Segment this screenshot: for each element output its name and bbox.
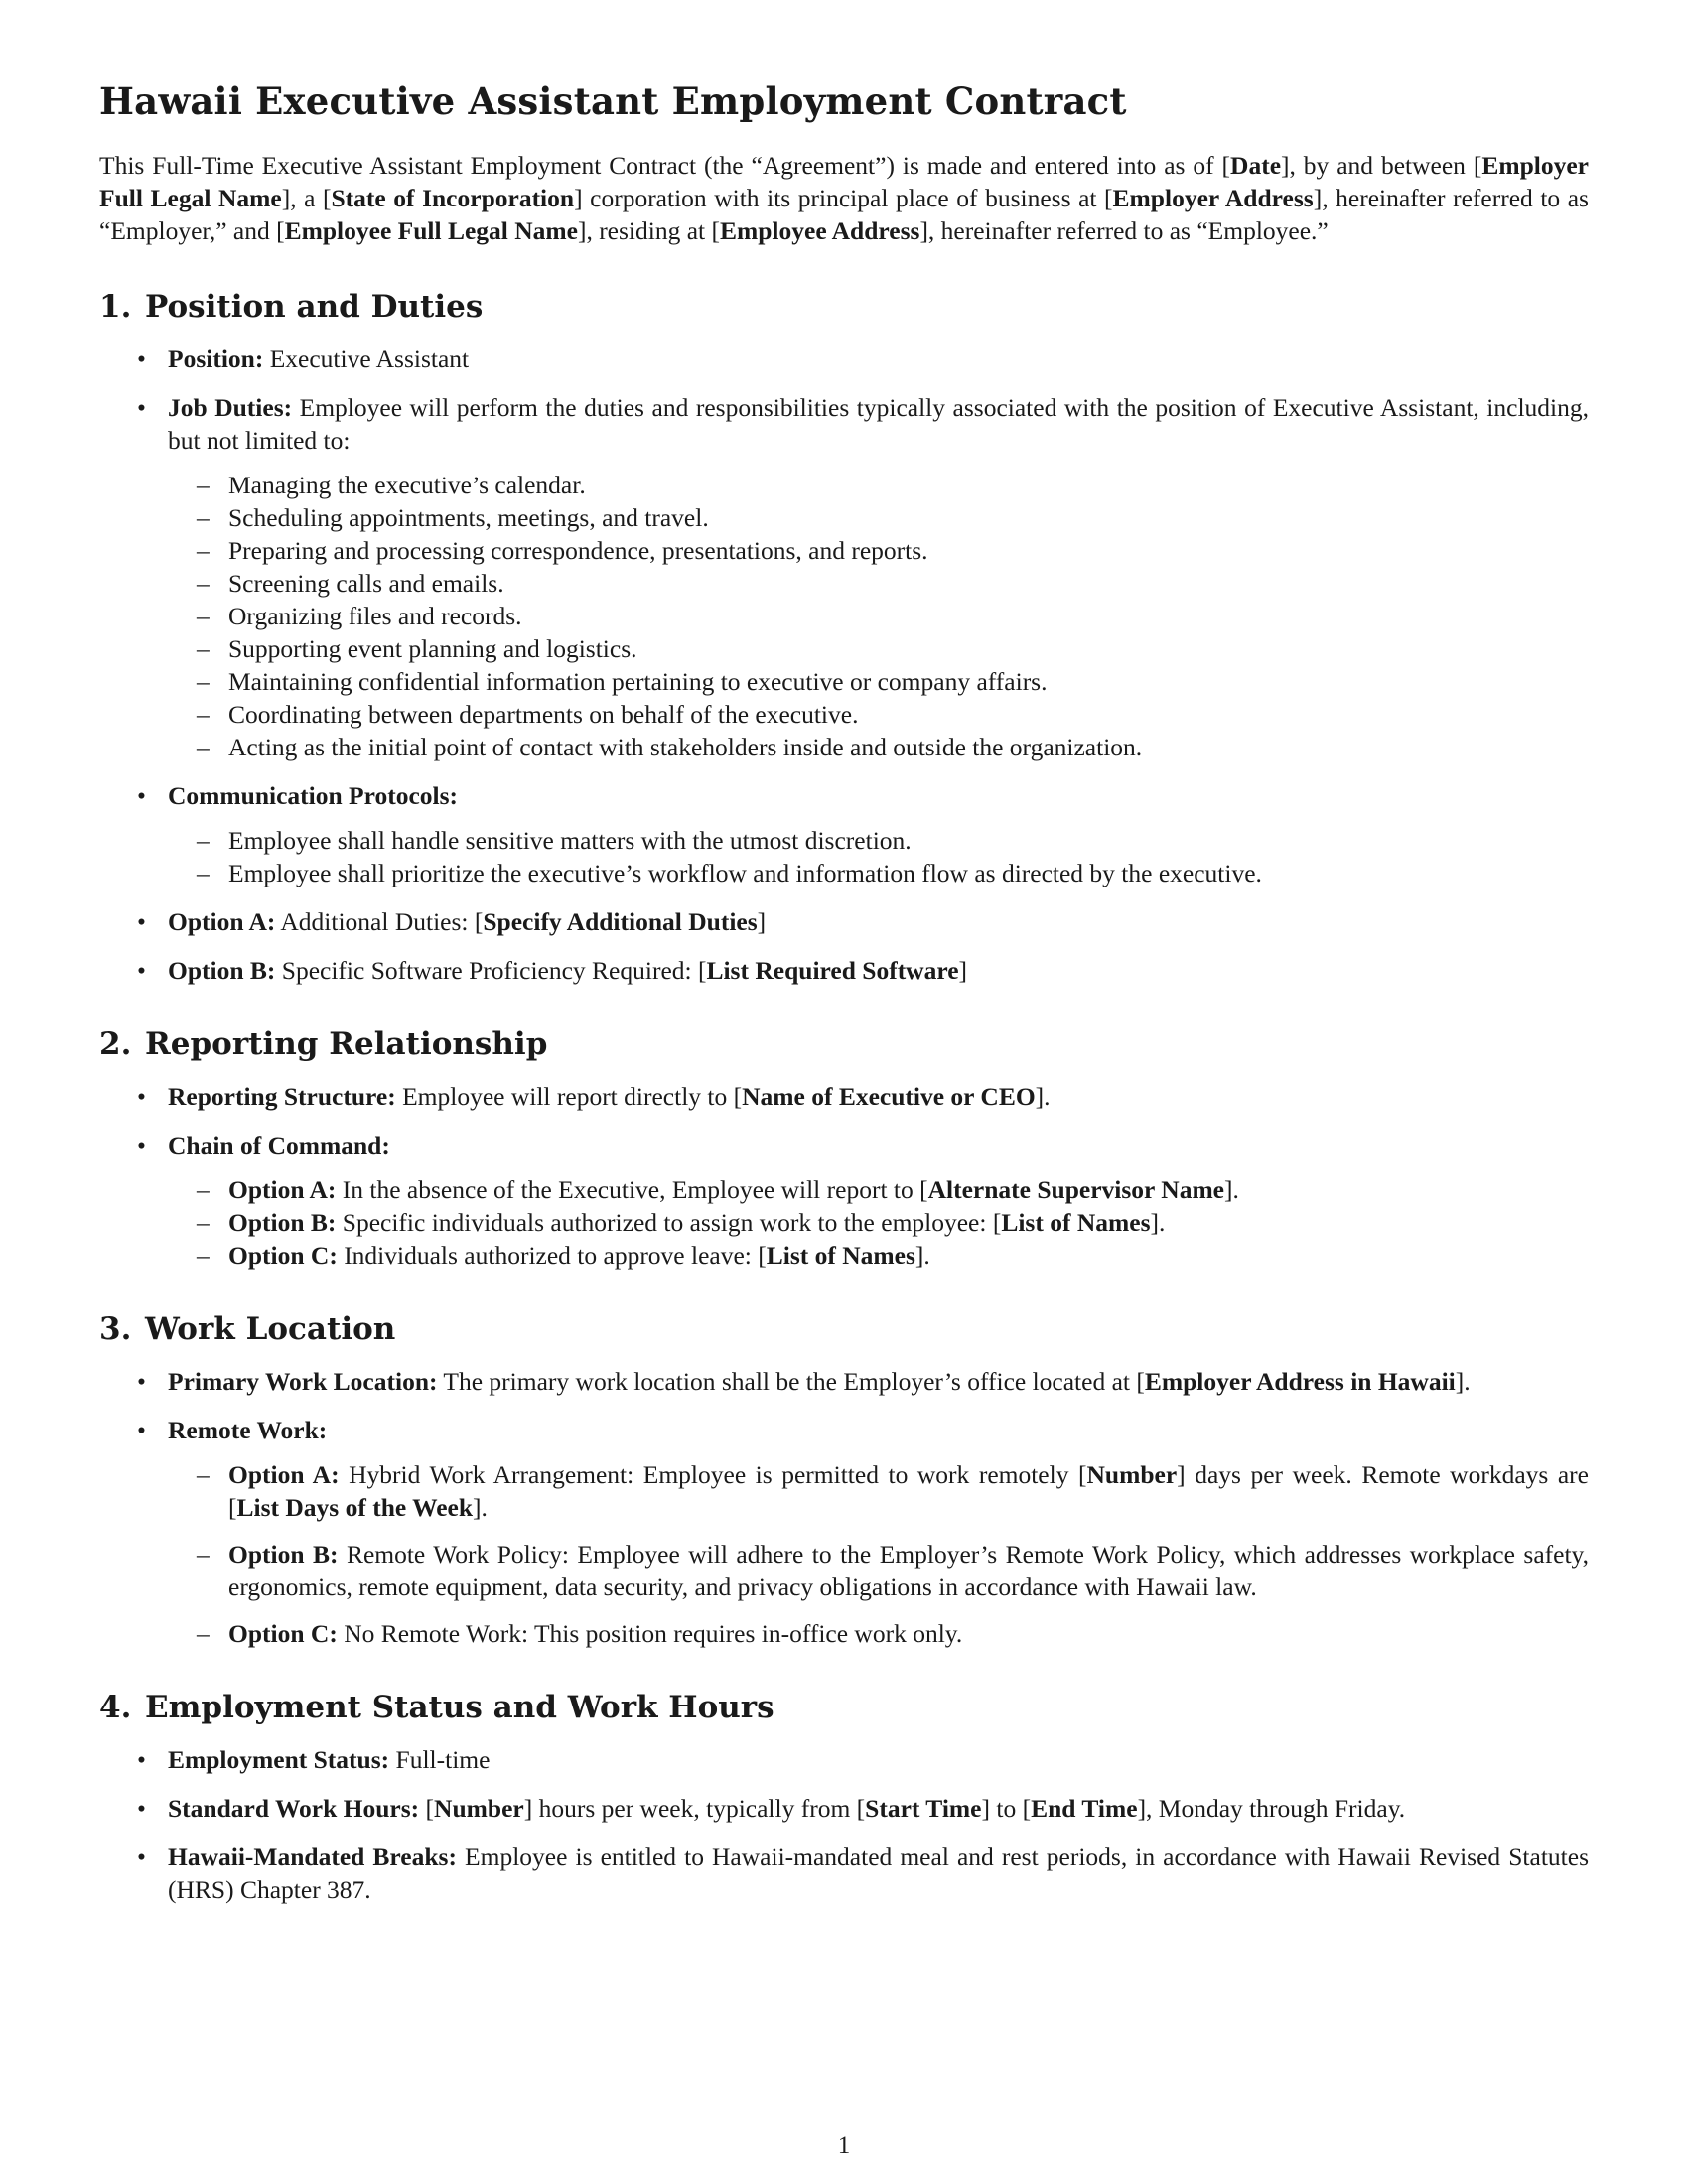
- list-item-reporting-structure: [99, 1080, 1589, 1113]
- section-number: 4.: [99, 1690, 132, 1725]
- sublist-text: Employee shall handle sensitive matters with the utmost discretion.: [228, 826, 912, 855]
- sublist-item: [168, 632, 1589, 665]
- intro-paragraph: [99, 149, 1589, 247]
- dash-icon: –: [197, 1175, 210, 1204]
- item-label: Position:: [168, 344, 264, 373]
- sublist-text: ].: [1224, 1175, 1239, 1204]
- placeholder-employee-name: Employee Full Legal Name: [284, 216, 578, 245]
- sublist-text: Specific individuals authorized to assign work to the employee: [: [336, 1208, 1002, 1237]
- dash-icon: –: [197, 1241, 210, 1270]
- sublist-text: ].: [473, 1493, 488, 1522]
- placeholder-start-time: Start Time: [865, 1794, 982, 1823]
- list-item-communication: [99, 779, 1589, 889]
- section-title: Reporting Relationship: [145, 1026, 548, 1062]
- item-label: Option A:: [168, 907, 276, 936]
- document-title: Hawaii Executive Assistant Employment Contract: [99, 79, 1127, 123]
- item-label: Option B:: [168, 956, 276, 985]
- bullet-icon: •: [137, 956, 146, 985]
- list-item-option-a: [99, 905, 1589, 938]
- placeholder-employee-address: Employee Address: [720, 216, 920, 245]
- sublist-item: [168, 1538, 1589, 1603]
- dash-icon: –: [197, 733, 210, 761]
- placeholder-list-of-names: List of Names: [766, 1241, 915, 1270]
- bullet-icon: •: [137, 907, 146, 936]
- item-text: ] hours per week, typically from [: [523, 1794, 866, 1823]
- sublist-label: Option C:: [228, 1619, 338, 1648]
- page-number: 1: [837, 2132, 851, 2159]
- dash-icon: –: [197, 700, 210, 729]
- sublist-text: Hybrid Work Arrangement: Employee is permitted to work remotely [: [339, 1460, 1087, 1489]
- dash-icon: –: [197, 503, 210, 532]
- sublist-text: Organizing files and records.: [228, 602, 522, 630]
- placeholder-number: Number: [1086, 1460, 1178, 1489]
- item-text: Employee will perform the duties and responsibilities typically associated with the position of Executive Assistant, including, but not limited to:: [168, 393, 1590, 455]
- remote-sublist: [168, 1458, 1589, 1650]
- section-heading-1: [99, 289, 1589, 325]
- sublist-label: Option B:: [228, 1208, 337, 1237]
- dash-icon: –: [197, 1540, 210, 1569]
- placeholder-hawaii-address: Employer Address in Hawaii: [1144, 1367, 1456, 1396]
- sublist-text: Individuals authorized to approve leave: [: [337, 1241, 767, 1270]
- item-text: ]: [757, 907, 767, 936]
- placeholder-required-software: List Required Software: [706, 956, 959, 985]
- sublist-text: Supporting event planning and logistics.: [228, 634, 637, 663]
- intro-text: ], hereinafter referred to as “Employer,” and [: [99, 184, 1589, 245]
- bullet-icon: •: [137, 1843, 146, 1871]
- sublist-text: No Remote Work: This position requires in-office work only.: [337, 1619, 963, 1648]
- sublist-item: [168, 1617, 1589, 1650]
- item-text: ].: [1035, 1082, 1051, 1111]
- item-text: Employee is entitled to Hawaii-mandated meal and rest periods, in accordance with Hawaii Revised Statutes (HRS) Chapter 387.: [168, 1843, 1589, 1904]
- placeholder-additional-duties: Specify Additional Duties: [483, 907, 758, 936]
- section-title: Work Location: [145, 1311, 396, 1347]
- duties-sublist: [168, 469, 1589, 763]
- sublist-item: [168, 1239, 1589, 1272]
- sublist-label: Option A:: [228, 1460, 340, 1489]
- sublist-item: [168, 1173, 1589, 1206]
- item-text: ].: [1455, 1367, 1471, 1396]
- dash-icon: –: [197, 536, 210, 565]
- sublist-text: Preparing and processing correspondence, presentations, and reports.: [228, 536, 928, 565]
- contract-page: [99, 79, 1589, 1946]
- sublist-text: ].: [1150, 1208, 1166, 1237]
- bullet-icon: •: [137, 1082, 146, 1111]
- sublist-item: [168, 857, 1589, 889]
- sublist-text: In the absence of the Executive, Employee will report to [: [336, 1175, 928, 1204]
- dash-icon: –: [197, 1619, 210, 1648]
- sublist-item: [168, 534, 1589, 567]
- intro-text: ] corporation with its principal place of business at [: [574, 184, 1113, 212]
- placeholder-number: Number: [434, 1794, 524, 1823]
- sublist-text: Scheduling appointments, meetings, and travel.: [228, 503, 709, 532]
- sublist-text: ] days per week. Remote workdays are [: [228, 1460, 1589, 1522]
- section-heading-2: [99, 1026, 1589, 1062]
- item-text: Additional Duties: [: [275, 907, 484, 936]
- section-3-list: [99, 1365, 1589, 1650]
- section-4-list: [99, 1743, 1589, 1906]
- placeholder-alternate-supervisor: Alternate Supervisor Name: [927, 1175, 1225, 1204]
- section-title: Position and Duties: [145, 289, 484, 325]
- item-label: Communication Protocols:: [168, 781, 459, 810]
- sublist-item: [168, 567, 1589, 600]
- sublist-text: Managing the executive’s calendar.: [228, 471, 586, 499]
- list-item-employment-status: [99, 1743, 1589, 1776]
- sublist-text: Remote Work Policy: Employee will adhere to the Employer’s Remote Work Policy, which addresses workplace safety, ergonomics, remote equipment, data security, and privacy obligations in accordance with Hawaii law.: [228, 1540, 1589, 1601]
- placeholder-list-of-names: List of Names: [1001, 1208, 1151, 1237]
- list-item-option-b: [99, 954, 1589, 987]
- dash-icon: –: [197, 634, 210, 663]
- sublist-item: [168, 469, 1589, 501]
- list-item-primary-location: [99, 1365, 1589, 1398]
- section-number: 2.: [99, 1026, 132, 1062]
- dash-icon: –: [197, 667, 210, 696]
- sublist-item: [168, 824, 1589, 857]
- dash-icon: –: [197, 859, 210, 887]
- dash-icon: –: [197, 471, 210, 499]
- bullet-icon: •: [137, 1794, 146, 1823]
- placeholder-state: State of Incorporation: [331, 184, 575, 212]
- item-label: Reporting Structure:: [168, 1082, 396, 1111]
- section-number: 3.: [99, 1311, 132, 1347]
- bullet-icon: •: [137, 344, 146, 373]
- placeholder-date: Date: [1230, 151, 1282, 180]
- item-label: Job Duties:: [168, 393, 293, 422]
- sublist-item: [168, 665, 1589, 698]
- sublist-label: Option B:: [228, 1540, 339, 1569]
- list-item-position: [99, 342, 1589, 375]
- dash-icon: –: [197, 826, 210, 855]
- item-text: ]: [958, 956, 968, 985]
- sublist-item: [168, 698, 1589, 731]
- bullet-icon: •: [137, 1416, 146, 1444]
- item-text: [: [419, 1794, 435, 1823]
- sublist-text: Employee shall prioritize the executive’s workflow and information flow as directed by the executive.: [228, 859, 1262, 887]
- sublist-text: Acting as the initial point of contact with stakeholders inside and outside the organization.: [228, 733, 1143, 761]
- dash-icon: –: [197, 1208, 210, 1237]
- dash-icon: –: [197, 1460, 210, 1489]
- item-label: Chain of Command:: [168, 1131, 390, 1160]
- sublist-item: [168, 1206, 1589, 1239]
- item-label: Hawaii-Mandated Breaks:: [168, 1843, 457, 1871]
- item-text: Employee will report directly to [: [395, 1082, 743, 1111]
- placeholder-days-of-week: List Days of the Week: [236, 1493, 474, 1522]
- item-text: Full-time: [389, 1745, 491, 1774]
- sublist-text: Screening calls and emails.: [228, 569, 504, 598]
- intro-text: ], a [: [281, 184, 332, 212]
- item-label: Primary Work Location:: [168, 1367, 438, 1396]
- sublist-text: ].: [914, 1241, 930, 1270]
- sublist-item: [168, 731, 1589, 763]
- item-label: Standard Work Hours:: [168, 1794, 420, 1823]
- placeholder-employer-address: Employer Address: [1112, 184, 1314, 212]
- section-heading-4: [99, 1690, 1589, 1725]
- intro-text: ], residing at [: [577, 216, 720, 245]
- bullet-icon: •: [137, 393, 146, 422]
- bullet-icon: •: [137, 1131, 146, 1160]
- dash-icon: –: [197, 569, 210, 598]
- section-number: 1.: [99, 289, 132, 325]
- sublist-text: Coordinating between departments on behalf of the executive.: [228, 700, 859, 729]
- placeholder-executive-name: Name of Executive or CEO: [742, 1082, 1036, 1111]
- item-text: ], Monday through Friday.: [1137, 1794, 1406, 1823]
- placeholder-end-time: End Time: [1031, 1794, 1138, 1823]
- section-title: Employment Status and Work Hours: [145, 1690, 774, 1725]
- item-text: Specific Software Proficiency Required: [: [275, 956, 707, 985]
- list-item-remote-work: [99, 1414, 1589, 1650]
- list-item-work-hours: [99, 1792, 1589, 1825]
- dash-icon: –: [197, 602, 210, 630]
- sublist-item: [168, 1458, 1589, 1524]
- item-text: The primary work location shall be the Employer’s office located at [: [437, 1367, 1145, 1396]
- placeholder-employer-name: Employer Full Legal Name: [99, 151, 1589, 212]
- bullet-icon: •: [137, 1367, 146, 1396]
- sublist-text: Maintaining confidential information pertaining to executive or company affairs.: [228, 667, 1048, 696]
- bullet-icon: •: [137, 781, 146, 810]
- chain-sublist: [168, 1173, 1589, 1272]
- intro-text: ], by and between [: [1281, 151, 1482, 180]
- list-item-breaks: [99, 1841, 1589, 1906]
- bullet-icon: •: [137, 1745, 146, 1774]
- section-1-list: [99, 342, 1589, 987]
- item-label: Employment Status:: [168, 1745, 390, 1774]
- section-heading-3: [99, 1311, 1589, 1347]
- list-item-job-duties: [99, 391, 1589, 763]
- sublist-label: Option C:: [228, 1241, 338, 1270]
- sublist-item: [168, 600, 1589, 632]
- communication-sublist: [168, 824, 1589, 889]
- item-label: Remote Work:: [168, 1416, 328, 1444]
- section-2-list: [99, 1080, 1589, 1272]
- intro-text: ], hereinafter referred to as “Employee.”: [919, 216, 1329, 245]
- sublist-label: Option A:: [228, 1175, 337, 1204]
- item-text: ] to [: [981, 1794, 1032, 1823]
- intro-text: This Full-Time Executive Assistant Employment Contract (the “Agreement”) is made and entered into as of [: [99, 151, 1231, 180]
- list-item-chain-of-command: [99, 1129, 1589, 1272]
- sublist-item: [168, 501, 1589, 534]
- item-text: Executive Assistant: [263, 344, 470, 373]
